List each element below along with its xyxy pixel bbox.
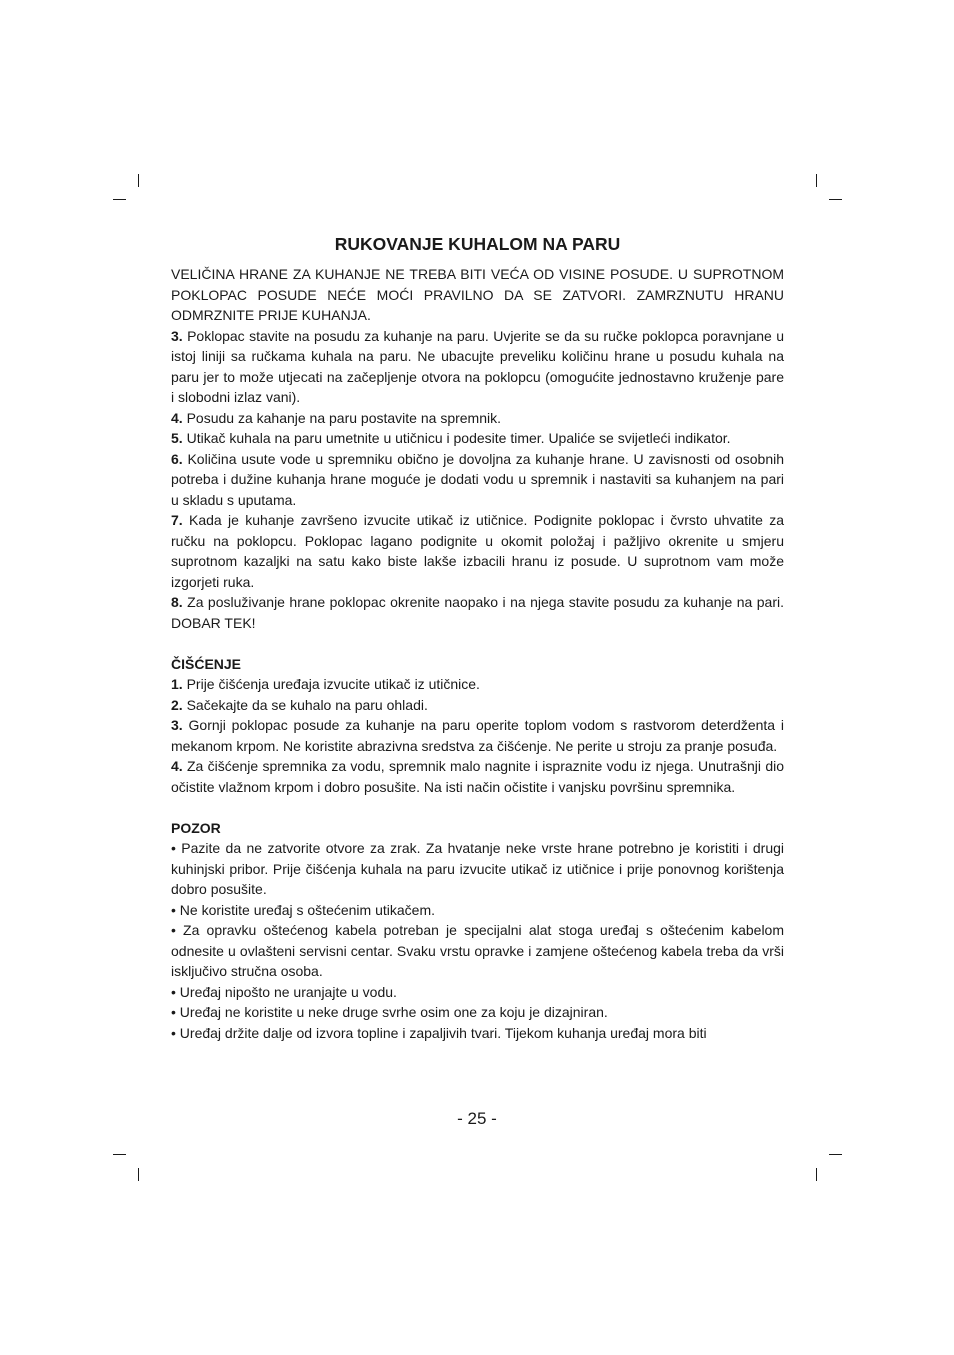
document-body (171, 232, 784, 1043)
cleaning-step-3 (171, 715, 784, 756)
crop-mark-top-left-horizontal (113, 199, 126, 200)
step-number: 1. (171, 676, 183, 692)
step-4 (171, 408, 784, 429)
page-title: RUKOVANJE KUHALOM NA PARU (334, 234, 621, 254)
caution-item: • Za opravku oštećenog kabela potreban je specijalni alat stoga uređaj s oštećenim kabelom odnesite u ovlašteni servisni centar. Svaku vrstu opravke i zamjene oštećenog kabela treba da vrši isključivo stručna osoba. (171, 922, 784, 979)
crop-mark-bottom-left-horizontal (113, 1154, 126, 1155)
step-number: 5. (171, 430, 183, 446)
page-number: - 25 - (457, 1109, 497, 1128)
step-text: Kada je kuhanje završeno izvucite utikač iz utičnice. Podignite poklopac i čvrsto uhvatite za ručku na poklopcu. Poklopac lagano podignite u okomit položaj i pažljivo okrenite u smjeru suprotnom kazaljki na satu kako biste lakše izbacili hranu iz posude. U suprotnom vam može izgorjeti ruka. (171, 512, 785, 590)
step-number: 3. (171, 717, 183, 733)
step-8 (171, 592, 784, 633)
step-number: 7. (171, 512, 183, 528)
crop-mark-top-right-horizontal (829, 199, 842, 200)
step-text: Gornji poklopac posude za kuhanje na paru operite toplom vodom s rastvorom deterdženta i mekanom krpom. Ne koristite abrazivna sredstva za čišćenje. Ne perite u stroju za pranje posuđa. (171, 717, 784, 754)
step-text: Utikač kuhala na paru umetnite u utičnicu i podesite timer. Upaliće se svijetleći indikator. (186, 430, 731, 446)
step-number: 4. (171, 409, 183, 426)
step-text: Količina usute vode u spremniku obično je dovoljna za kuhanje hrane. U zavisnosti od osobnih potreba i dužine kuhanja hrane moguće je dodati vodu u spremnik i nastaviti sa kuhanjem na pari u skladu s uputama. (171, 450, 785, 508)
crop-mark-bottom-right-vertical (816, 1168, 817, 1181)
step-text: Poklopac stavite na posudu za kuhanje na paru. Uvjerite se da su ručke poklopca poravnjane u istoj liniji sa ručkama kuhala na paru. Ne ubacujte preveliku količinu hrane u posudu kuhala na paru jer to može utjecati na začepljenje otvora na poklopcu (omogućite jednostavno kruženje pare i slobodni izlaz vani). (171, 327, 784, 405)
caution-heading: POZOR (171, 819, 221, 836)
step-number: 3. (171, 327, 183, 344)
cleaning-step-1 (171, 674, 784, 695)
cleaning-step-2 (171, 695, 784, 716)
caution-item: • Ne koristite uređaj s oštećenim utikačem. (171, 901, 436, 918)
caution-item: • Pazite da ne zatvorite otvore za zrak. Za hvatanje neke vrste hrane potrebno je koristiti i drugi kuhinjski pribor. Prije čišćenja kuhala na paru izvucite utikač iz utičnice i prije ponovnog korištenja dobro posušite. (171, 840, 784, 897)
step-text: Za posluživanje hrane poklopac okrenite naopako i na njega stavite posudu za kuhanje na pari. DOBAR TEK! (171, 594, 785, 631)
step-text: Posudu za kahanje na paru postavite na spremnik. (186, 409, 501, 426)
step-number: 4. (171, 758, 183, 774)
step-6 (171, 449, 784, 511)
step-number: 6. (171, 450, 183, 467)
step-text: Za čišćenje spremnika za vodu, spremnik malo nagnite i ispraznite vodu iz njega. Unutrašnji dio očistite vlažnom krpom i dobro posušite. Na isti način očistite i vanjsku površinu spremnika. (171, 758, 785, 795)
caution-item: • Uređaj ne koristite u neke druge svrhe osim one za koju je dizajniran. (171, 1004, 608, 1020)
step-5 (171, 428, 784, 449)
cleaning-step-4 (171, 756, 784, 797)
step-number: 2. (171, 696, 183, 713)
crop-mark-bottom-right-horizontal (829, 1154, 842, 1155)
intro-paragraph: VELIČINA HRANE ZA KUHANJE NE TREBA BITI VEĆA OD VISINE POSUDE. U SUPROTNOM POKLOPAC POSUDE NEĆE MOĆI PRAVILNO DA SE ZATVORI. ZAMRZNUTU HRANU ODMRZNITE PRIJE KUHANJA. (171, 266, 784, 323)
step-text: Sačekajte da se kuhalo na paru ohladi. (186, 696, 428, 713)
step-text: Prije čišćenja uređaja izvucite utikač iz utičnice. (186, 676, 480, 692)
caution-item: • Uređaj držite dalje od izvora topline i zapaljivih tvari. Tijekom kuhanja uređaj mora biti (171, 1024, 707, 1041)
caution-item: • Uređaj nipošto ne uranjajte u vodu. (171, 983, 397, 1000)
step-3 (171, 326, 784, 408)
step-7 (171, 510, 784, 592)
crop-mark-top-left-vertical (138, 174, 139, 187)
crop-mark-bottom-left-vertical (138, 1168, 139, 1181)
step-number: 8. (171, 594, 183, 610)
cleaning-heading: ČIŠĆENJE (171, 655, 242, 672)
crop-mark-top-right-vertical (816, 174, 817, 187)
